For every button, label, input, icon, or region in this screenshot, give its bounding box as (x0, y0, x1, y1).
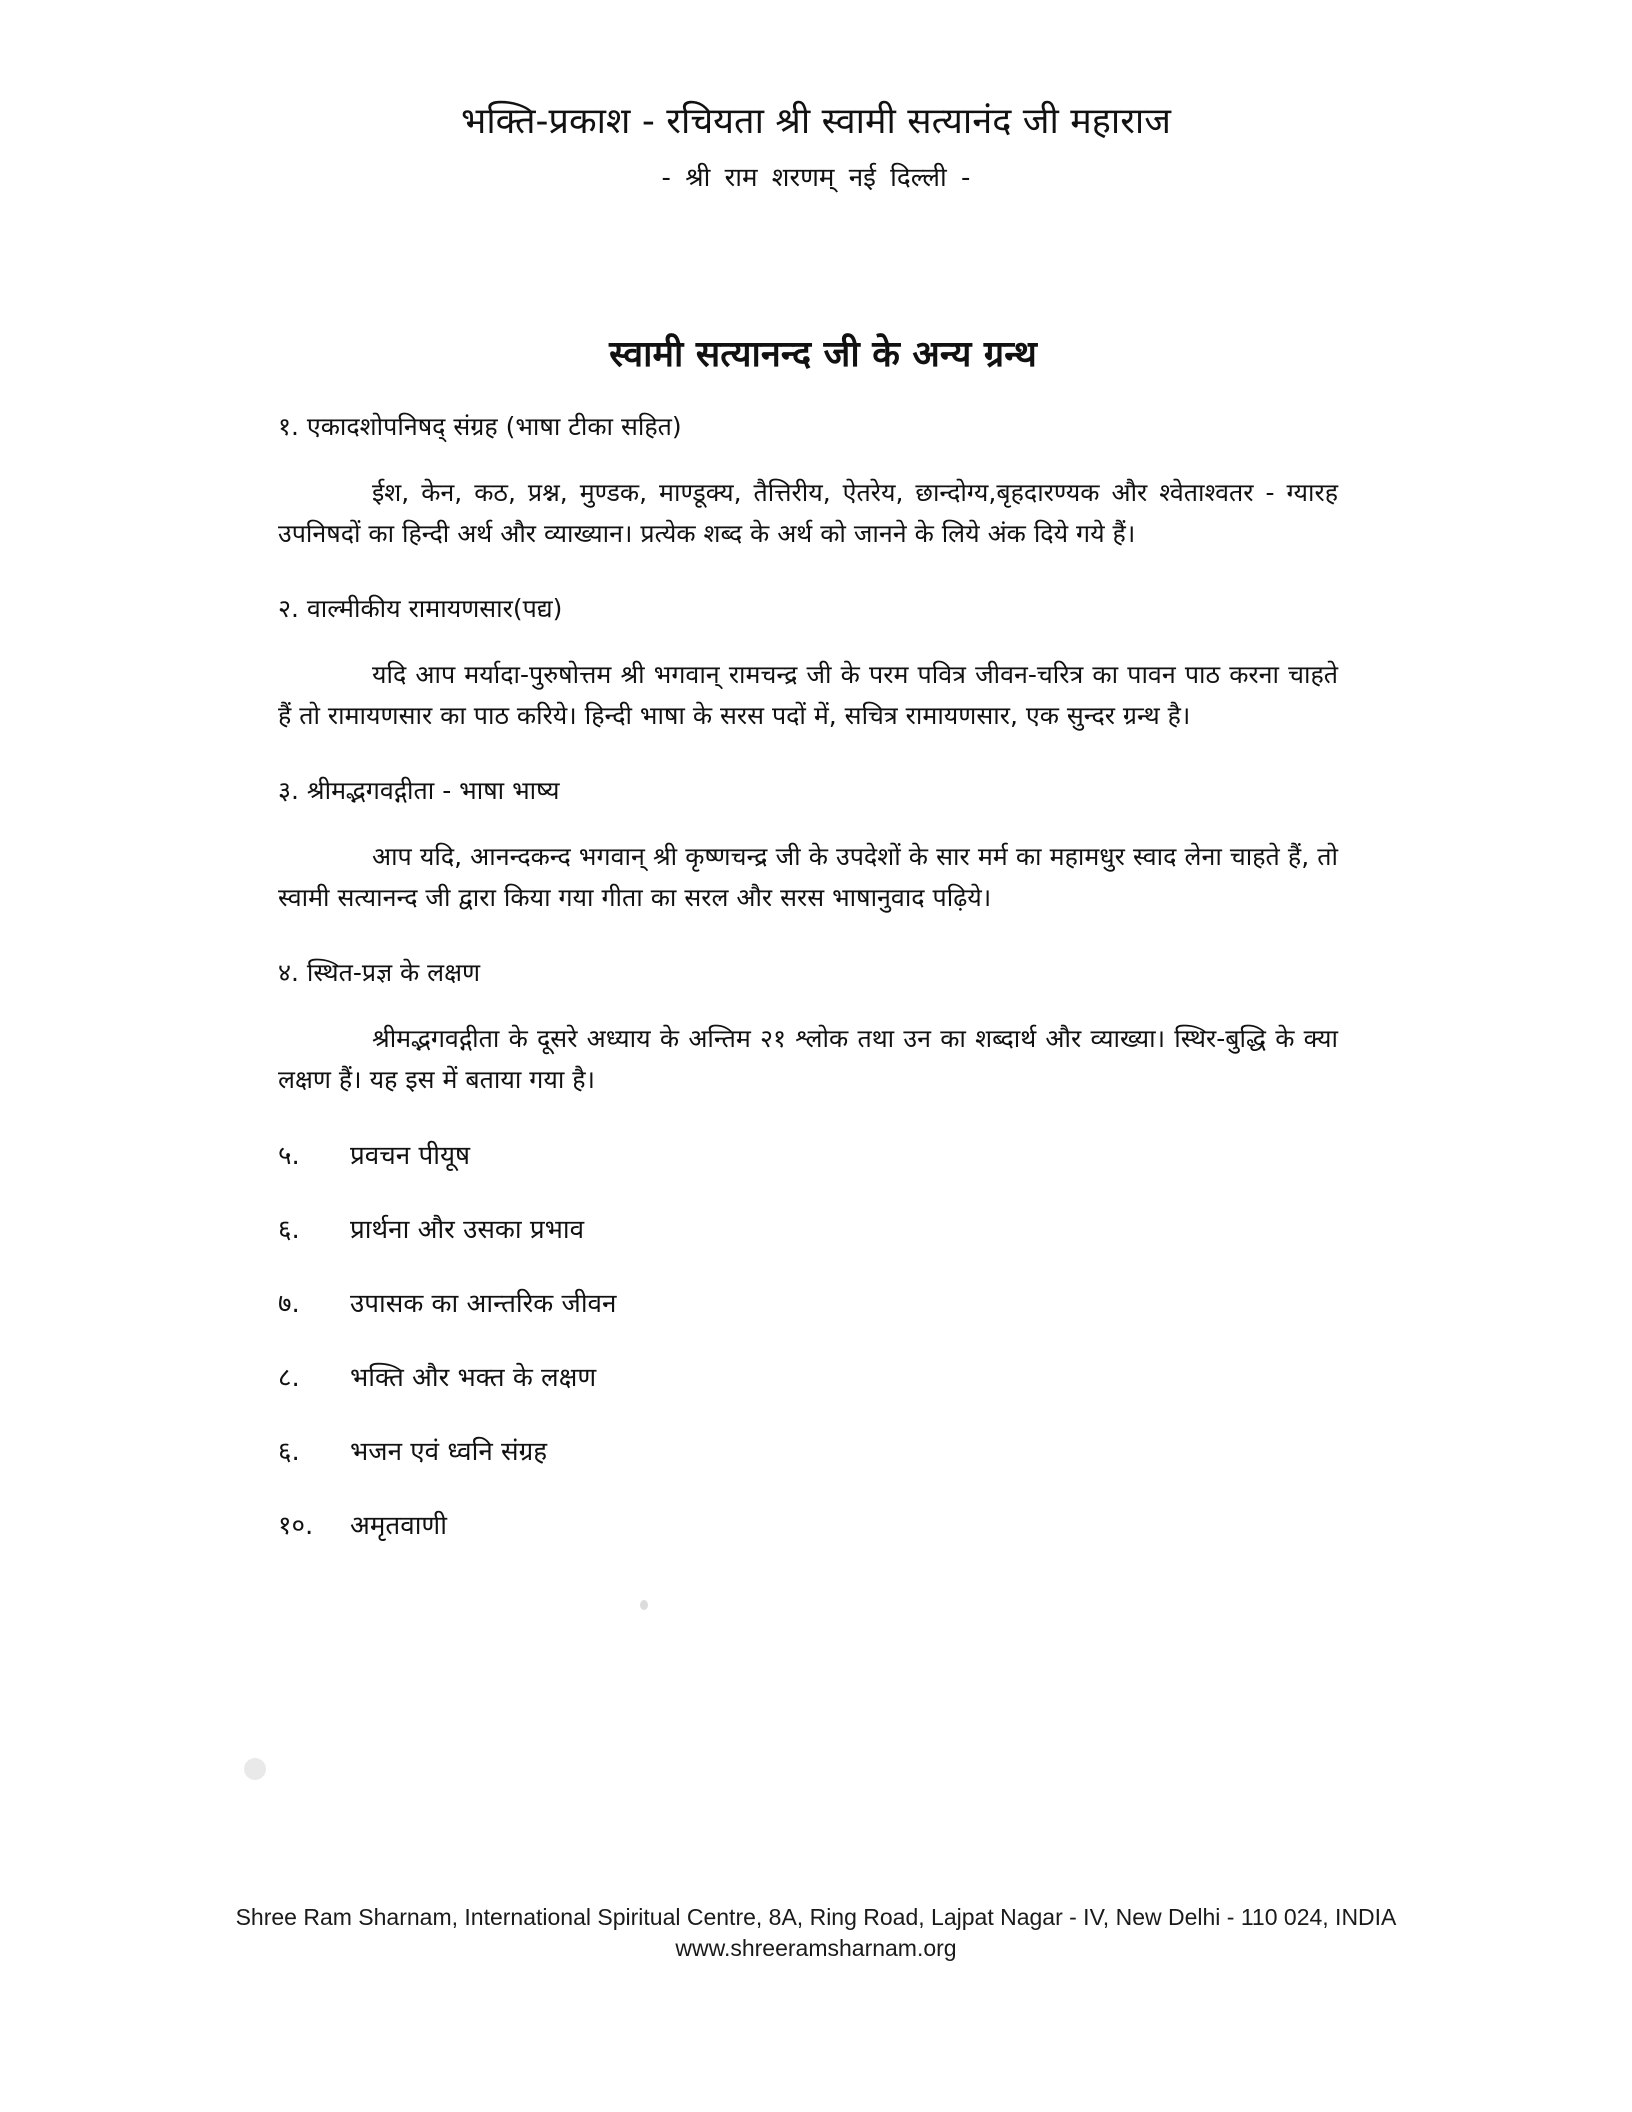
list-item (278, 1506, 1338, 1580)
list-item-number: ८. (278, 1363, 300, 1393)
list-item (278, 1136, 1338, 1210)
list-item (278, 1358, 1338, 1432)
book-description: आप यदि, आनन्दकन्द भगवान् श्री कृष्णचन्द्र जी के उपदेशों के सार मर्म का महामधुर स्वाद लेना चाहते हैं, तो स्वामी सत्यानन्द जी द्वारा किया गया गीता का सरल और सरस भाषानुवाद पढ़िये। (278, 842, 1338, 912)
document-body (278, 330, 1338, 1580)
list-item-number: १०. (278, 1511, 314, 1541)
book-heading: ३. श्रीमद्भगवद्गीता - भाषा भाष्य (278, 776, 560, 805)
list-item (278, 1210, 1338, 1284)
page-subtitle: - श्री राम शरणम् नई दिल्ली - (661, 163, 971, 193)
list-item-title: प्रवचन पीयूष (350, 1141, 471, 1171)
list-item-title: भजन एवं ध्वनि संग्रह (350, 1437, 548, 1467)
footer-website: www.shreeramsharnam.org (675, 1935, 957, 1961)
book-entry (278, 590, 1338, 736)
page-header (0, 96, 1632, 198)
list-item-title: प्रार्थना और उसका प्रभाव (350, 1215, 585, 1245)
list-item-number: ६. (278, 1215, 300, 1245)
book-entry (278, 954, 1338, 1100)
scan-artifact (640, 1600, 648, 1610)
book-entry (278, 408, 1338, 554)
book-entry (278, 772, 1338, 918)
list-item-number: ७. (278, 1289, 300, 1319)
list-item (278, 1432, 1338, 1506)
scan-artifact (244, 1758, 266, 1780)
more-books-list (278, 1136, 1338, 1580)
list-item-number: ५. (278, 1141, 300, 1171)
footer-address: Shree Ram Sharnam, International Spiritual Centre, 8A, Ring Road, Lajpat Nagar - IV, New Delhi - 110 024, INDIA (235, 1904, 1397, 1930)
page-footer (0, 1902, 1632, 1964)
list-item (278, 1284, 1338, 1358)
section-title: स्वामी सत्यानन्द जी के अन्य ग्रन्थ (609, 334, 1037, 375)
list-item-title: भक्ति और भक्त के लक्षण (350, 1363, 597, 1393)
book-heading: १. एकादशोपनिषद् संग्रह (भाषा टीका सहित) (278, 412, 682, 441)
book-description: ईश, केन, कठ, प्रश्न, मुण्डक, माण्डूक्य, तैत्तिरीय, ऐतरेय, छान्दोग्य,बृहदारण्यक और श्वेताश्वतर - ग्यारह उपनिषदों का हिन्दी अर्थ और व्याख्यान। प्रत्येक शब्द के अर्थ को जानने के लिये अंक दिये गये हैं। (278, 478, 1338, 548)
book-description: यदि आप मर्यादा-पुरुषोत्तम श्री भगवान् रामचन्द्र जी के परम पवित्र जीवन-चरित्र का पावन पाठ करना चाहते हैं तो रामायणसार का पाठ करिये। हिन्दी भाषा के सरस पदों में, सचित्र रामायणसार, एक सुन्दर ग्रन्थ है। (278, 660, 1338, 730)
list-item-title: उपासक का आन्तरिक जीवन (350, 1289, 617, 1319)
book-heading: २. वाल्मीकीय रामायणसार(पद्य) (278, 594, 563, 623)
page-title: भक्ति-प्रकाश - रचियता श्री स्वामी सत्यानंद जी महाराज (461, 101, 1171, 142)
list-item-title: अमृतवाणी (350, 1511, 447, 1541)
book-heading: ४. स्थित-प्रज्ञ के लक्षण (278, 958, 481, 987)
list-item-number: ६. (278, 1437, 300, 1467)
book-description: श्रीमद्भगवद्गीता के दूसरे अध्याय के अन्तिम २१ श्लोक तथा उन का शब्दार्थ और व्याख्या। स्थिर-बुद्धि के क्या लक्षण हैं। यह इस में बताया गया है। (278, 1024, 1338, 1094)
